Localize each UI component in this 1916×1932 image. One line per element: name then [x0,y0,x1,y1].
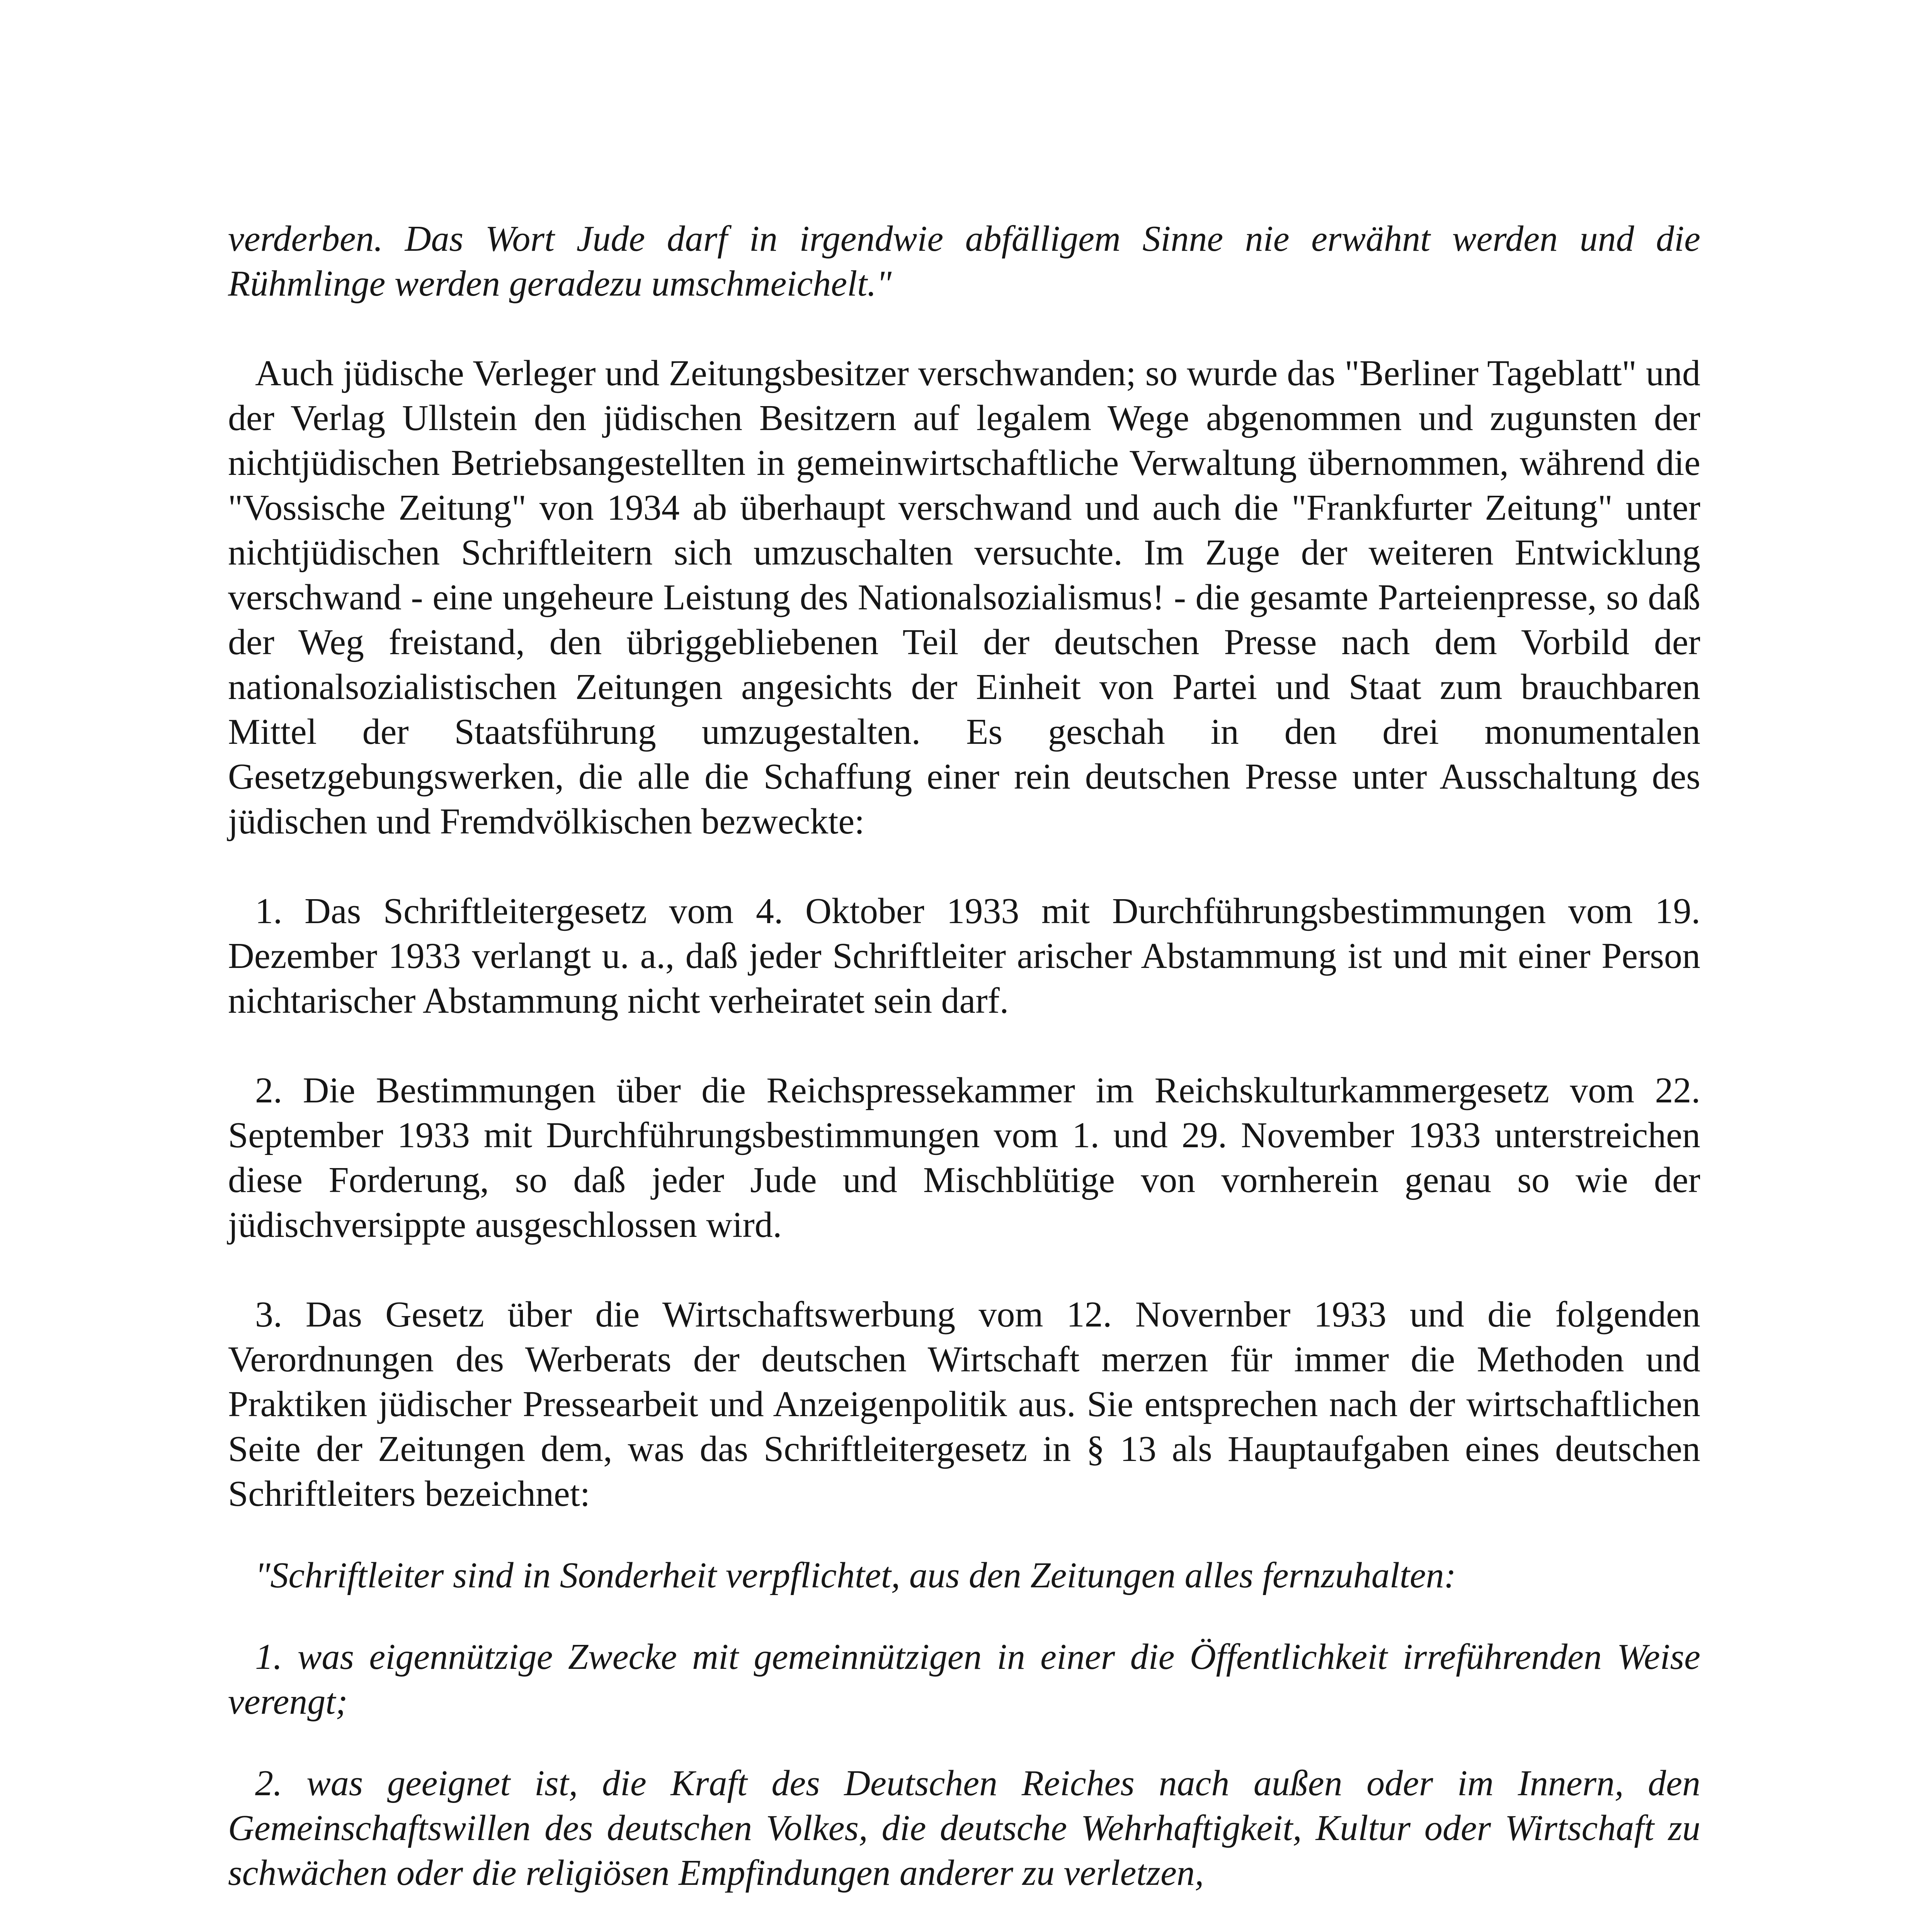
paragraph-law-2: 2. Die Bestimmungen über die Reichspressekammer im Reichskulturkammergesetz vom 22. September 1933 mit Durchführungsbestimmungen vom 1. und 29. November 1933 unterstreichen diese Forderung, so daß jeder Jude und Mischblütige von vornherein genau so wie der jüdischversippte ausgeschlossen wird. [228,1070,1700,1245]
page-body [228,216,1700,1932]
quote-item-1: 1. was eigennützige Zwecke mit gemeinnützigen in einer die Öffentlichkeit irreführenden Weise verengt; [228,1637,1700,1722]
paragraph-publishers: Auch jüdische Verleger und Zeitungsbesitzer verschwanden; so wurde das "Berliner Tageblatt" und der Verlag Ullstein den jüdischen Besitzern auf legalem Wege abgenommen und zugunsten der nichtjüdischen Betriebsangestellten in gemeinwirtschaftliche Verwaltung übernommen, während die "Vossische Zeitung" von 1934 ab überhaupt verschwand und auch die "Frankfurter Zeitung" unter nichtjüdischen Schriftleitern sich umzuschalten versuchte. Im Zuge der weiteren Entwicklung verschwand - eine ungeheure Leistung des Nationalsozialismus! - die gesamte Parteienpresse, so daß der Weg freistand, den übriggebliebenen Teil der deutschen Presse nach dem Vorbild der nationalsozialistischen Zeitungen angesichts der Einheit von Partei und Staat zum brauchbaren Mittel der Staatsführung umzugestalten. Es geschah in den drei monumentalen Gesetzgebungswerken, die alle die Schaffung einer rein deutschen Presse unter Ausschaltung des jüdischen und Fremdvölkischen bezweckte: [228,353,1700,842]
quote-continuation: verderben. Das Wort Jude darf in irgendwie abfälligem Sinne nie erwähnt werden und die Rühmlinge werden geradezu umschmeichelt." [228,219,1700,304]
paragraph-law-3: 3. Das Gesetz über die Wirtschaftswerbung vom 12. Novernber 1933 und die folgenden Verordnungen des Werberats der deutschen Wirtschaft merzen für immer die Methoden und Praktiken jüdischer Pressearbeit und Anzeigenpolitik aus. Sie entsprechen nach der wirtschaftlichen Seite der Zeitungen dem, was das Schriftleitergesetz in § 13 als Hauptaufgaben eines deutschen Schriftleiters bezeichnet: [228,1294,1700,1514]
paragraph-law-1: 1. Das Schriftleitergesetz vom 4. Oktober 1933 mit Durchführungsbestimmungen vom 19. Dezember 1933 verlangt u. a., daß jeder Schriftleiter arischer Abstammung ist und mit einer Person nichtarischer Abstammung nicht verheiratet sein darf. [228,891,1700,1021]
quote-item-2: 2. was geeignet ist, die Kraft des Deutschen Reiches nach außen oder im Innern, den Gemeinschaftswillen des deutschen Volkes, die deutsche Wehrhaftigkeit, Kultur oder Wirtschaft zu schwächen oder die religiösen Empfindungen anderer zu verletzen, [228,1763,1700,1893]
quote-intro: "Schriftleiter sind in Sonderheit verpflichtet, aus den Zeitungen alles fernzuhalten: [255,1555,1456,1595]
